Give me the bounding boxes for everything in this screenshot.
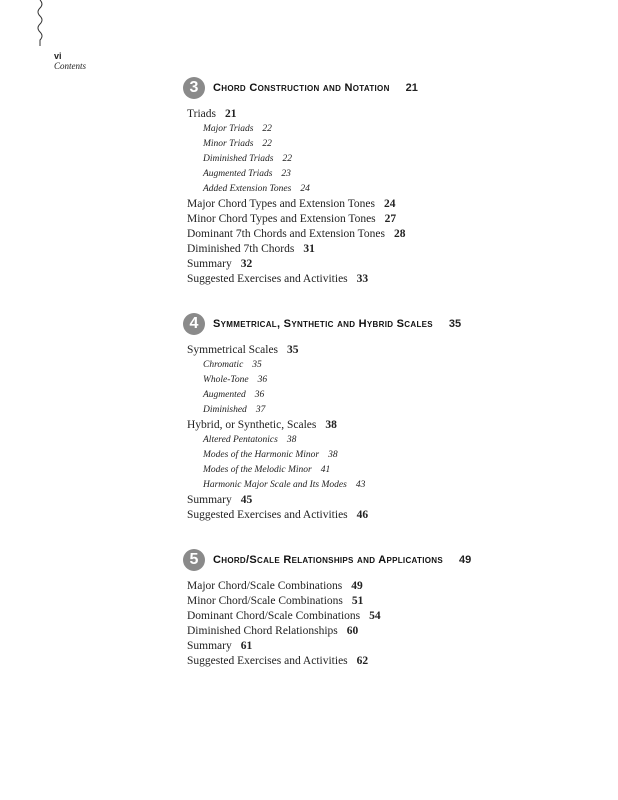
toc-entry[interactable] (187, 257, 418, 272)
entry-label: Augmented (203, 390, 246, 400)
entry-label: Diminished Triads (203, 154, 274, 164)
chapter-page: 35 (448, 318, 462, 330)
toc-entry[interactable] (187, 358, 461, 373)
entry-label: Whole-Tone (203, 375, 249, 385)
toc-entry[interactable] (187, 463, 461, 478)
entry-page: 38 (286, 435, 297, 445)
entry-page: 61 (240, 640, 253, 652)
toc-entry[interactable] (187, 152, 418, 167)
entry-page: 49 (351, 580, 363, 592)
entry-page: 24 (384, 198, 396, 210)
entry-page: 24 (300, 184, 310, 194)
entry-label: Minor Chord Types and Extension Tones (187, 213, 376, 225)
entry-label: Added Extension Tones (203, 184, 292, 194)
entry-label: Minor Triads (203, 139, 254, 149)
chapter-4 (183, 312, 461, 523)
entry-page: 46 (356, 509, 369, 521)
entry-page: 31 (303, 243, 315, 255)
chapter-title: Chord/Scale Relationships and Applications (213, 554, 443, 566)
chapter-number-icon: 4 (183, 313, 205, 335)
chapter-title: Symmetrical, Synthetic and Hybrid Scales (213, 318, 433, 330)
entry-page: 21 (224, 108, 237, 120)
entry-page: 35 (252, 360, 262, 370)
entry-label: Modes of the Melodic Minor (203, 465, 312, 475)
entry-page: 32 (240, 258, 253, 270)
toc-entry[interactable] (187, 122, 418, 137)
chapter-number-icon: 5 (183, 549, 205, 571)
chapter-3 (183, 76, 418, 287)
toc-entry[interactable] (187, 594, 471, 609)
entry-label: Diminished 7th Chords (187, 243, 295, 255)
entry-label: Augmented Triads (203, 169, 273, 179)
chapter-heading[interactable] (183, 312, 461, 336)
entry-label: Suggested Exercises and Activities (187, 509, 348, 521)
toc-entry[interactable] (187, 167, 418, 182)
entry-page: 27 (384, 213, 397, 225)
entry-label: Summary (187, 494, 232, 506)
toc-entry[interactable] (187, 227, 418, 242)
entry-page: 22 (262, 139, 272, 149)
entry-page: 37 (255, 405, 266, 415)
entry-page: 38 (325, 419, 337, 431)
entry-label: Diminished (203, 405, 247, 415)
entry-label: Hybrid, or Synthetic, Scales (187, 419, 317, 431)
entry-label: Triads (187, 108, 216, 120)
toc-entry[interactable] (187, 579, 471, 594)
chapter-heading[interactable] (183, 548, 471, 572)
running-head: Contents (54, 61, 87, 71)
entry-label: Minor Chord/Scale Combinations (187, 595, 343, 607)
entry-label: Major Chord Types and Extension Tones (187, 198, 376, 210)
entry-page: 35 (287, 344, 299, 356)
entry-page: 41 (320, 465, 331, 475)
toc-entry[interactable] (187, 107, 418, 122)
chapter-5 (183, 548, 471, 669)
entry-label: Diminished Chord Relationships (187, 625, 338, 637)
squiggle-ornament (34, 0, 46, 46)
entry-page: 36 (254, 390, 265, 400)
toc-entry[interactable] (187, 609, 471, 624)
entry-label: Harmonic Major Scale and Its Modes (203, 480, 347, 490)
chapter-title: Chord Construction and Notation (213, 82, 390, 94)
entry-label: Chromatic (203, 360, 244, 370)
entry-page: 23 (281, 169, 291, 179)
entry-page: 22 (262, 124, 272, 134)
toc-entry[interactable] (187, 508, 461, 523)
entry-label: Summary (187, 640, 232, 652)
chapter-heading[interactable] (183, 76, 418, 100)
entry-page: 28 (393, 228, 406, 240)
toc-entry[interactable] (187, 212, 418, 227)
toc-entry[interactable] (187, 639, 471, 654)
entry-label: Altered Pentatonics (203, 435, 278, 445)
entry-page: 22 (282, 154, 292, 164)
entry-page: 36 (257, 375, 268, 385)
toc-entry[interactable] (187, 373, 461, 388)
toc-entry[interactable] (187, 433, 461, 448)
toc-entry[interactable] (187, 478, 461, 493)
entry-page: 38 (328, 450, 338, 460)
toc-entry[interactable] (187, 403, 461, 418)
toc-entry[interactable] (187, 624, 471, 639)
toc-entry[interactable] (187, 137, 418, 152)
entry-label: Major Chord/Scale Combinations (187, 580, 343, 592)
entry-label: Symmetrical Scales (187, 344, 279, 356)
toc-entry[interactable] (187, 448, 461, 463)
entry-page: 60 (346, 625, 359, 637)
entry-label: Summary (187, 258, 232, 270)
entry-label: Suggested Exercises and Activities (187, 273, 348, 285)
toc-entry[interactable] (187, 493, 461, 508)
entry-page: 45 (240, 494, 253, 506)
entry-label: Dominant Chord/Scale Combinations (187, 610, 361, 622)
toc-entry[interactable] (187, 272, 418, 287)
entry-label: Suggested Exercises and Activities (187, 655, 348, 667)
toc-entry[interactable] (187, 182, 418, 197)
entry-page: 54 (369, 610, 381, 622)
toc-entry[interactable] (187, 388, 461, 403)
toc-entry[interactable] (187, 418, 461, 433)
toc-entry[interactable] (187, 654, 471, 669)
toc-entry[interactable] (187, 343, 461, 358)
entry-page: 33 (356, 273, 369, 285)
chapter-page: 21 (405, 82, 418, 94)
entry-label: Modes of the Harmonic Minor (203, 450, 320, 460)
entry-label: Dominant 7th Chords and Extension Tones (187, 228, 385, 240)
entry-page: 51 (351, 595, 364, 607)
page-number: vi (54, 51, 62, 61)
chapter-page: 49 (458, 554, 472, 566)
chapter-number-icon: 3 (183, 77, 205, 99)
entry-page: 62 (356, 655, 369, 667)
entry-page: 43 (355, 480, 366, 490)
toc-entry[interactable] (187, 197, 418, 212)
entry-label: Major Triads (203, 124, 254, 134)
toc-entry[interactable] (187, 242, 418, 257)
